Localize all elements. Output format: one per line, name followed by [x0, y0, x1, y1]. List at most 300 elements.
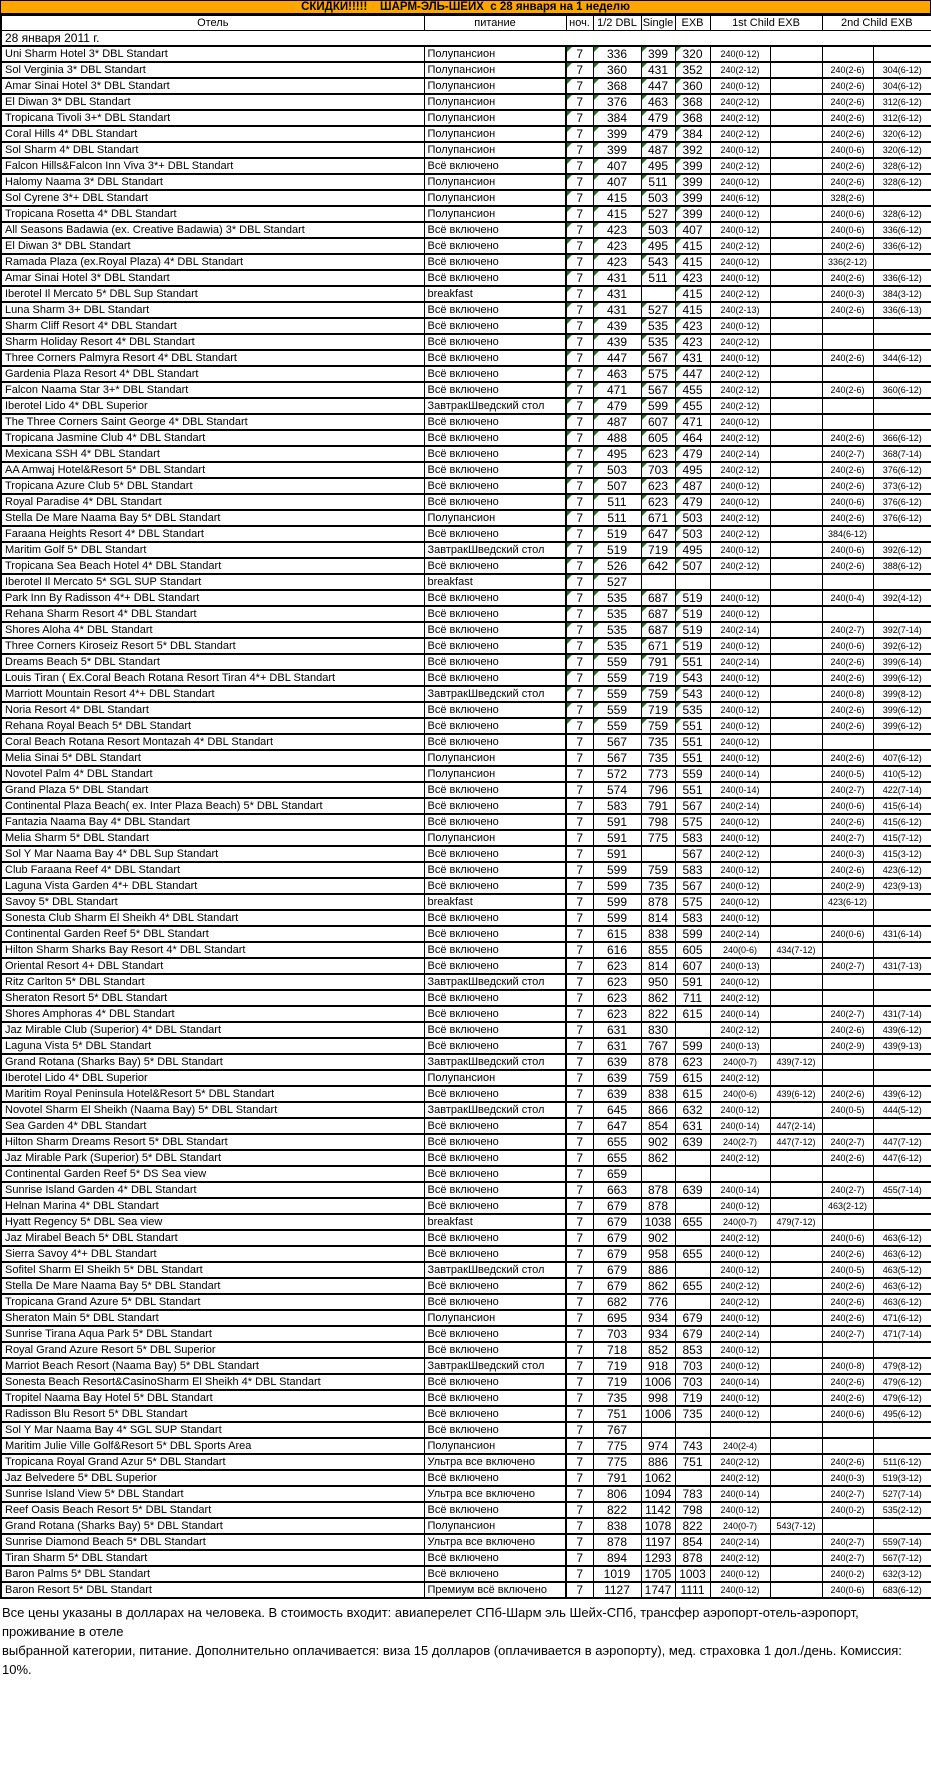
child2a-cell: [822, 1438, 873, 1454]
hotel-cell: Tropitel Naama Bay Hotel 5* DBL Standart: [1, 1390, 424, 1406]
child2b-cell: 447(6-12): [873, 1150, 931, 1166]
child2a-cell: 240(2-6): [822, 1150, 873, 1166]
child1a-cell: 240(2-12): [710, 158, 770, 174]
half-dbl-cell: 360: [593, 62, 641, 78]
nights-cell: 7: [566, 1086, 593, 1102]
child1a-cell: 240(0-12): [710, 718, 770, 734]
child1a-cell: 240(0-12): [710, 590, 770, 606]
child2b-cell: 399(6-12): [873, 718, 931, 734]
child2b-cell: 439(6-12): [873, 1086, 931, 1102]
child1b-cell: [770, 318, 822, 334]
exb-cell: 407: [675, 222, 710, 238]
nights-cell: 7: [566, 382, 593, 398]
meal-cell: Всё включено: [424, 414, 566, 430]
half-dbl-cell: 623: [593, 974, 641, 990]
single-cell: 902: [641, 1134, 675, 1150]
exb-cell: 743: [675, 1438, 710, 1454]
exb-cell: 719: [675, 1390, 710, 1406]
hotel-cell: Gardenia Plaza Resort 4* DBL Standart: [1, 366, 424, 382]
hotel-cell: Tropicana Rosetta 4* DBL Standart: [1, 206, 424, 222]
child1a-cell: 240(0-12): [710, 878, 770, 894]
exb-cell: 655: [675, 1246, 710, 1262]
hotel-cell: Club Faraana Reef 4* DBL Standart: [1, 862, 424, 878]
child2a-cell: 240(2-6): [822, 1294, 873, 1310]
single-cell: 838: [641, 1086, 675, 1102]
child1a-cell: 240(2-12): [710, 238, 770, 254]
table-row: [1, 190, 931, 206]
meal-cell: Всё включено: [424, 1198, 566, 1214]
child1b-cell: [770, 462, 822, 478]
child1a-cell: 240(0-12): [710, 1406, 770, 1422]
price-table: [0, 14, 931, 1599]
child2b-cell: [873, 1342, 931, 1358]
exb-cell: 368: [675, 110, 710, 126]
child1a-cell: 240(2-7): [710, 1134, 770, 1150]
table-row: [1, 750, 931, 766]
table-row: [1, 1230, 931, 1246]
nights-cell: 7: [566, 910, 593, 926]
nights-cell: 7: [566, 990, 593, 1006]
hotel-cell: Iberotel Il Mercato 5* SGL SUP Standart: [1, 574, 424, 590]
child2b-cell: [873, 190, 931, 206]
meal-cell: Всё включено: [424, 622, 566, 638]
meal-cell: ЗавтракШведский стол: [424, 686, 566, 702]
exb-cell: 423: [675, 318, 710, 334]
child1b-cell: [770, 1070, 822, 1086]
child1b-cell: [770, 446, 822, 462]
exb-cell: 615: [675, 1086, 710, 1102]
half-dbl-cell: 463: [593, 366, 641, 382]
exb-cell: 854: [675, 1534, 710, 1550]
child2b-cell: 415(3-12): [873, 846, 931, 862]
single-cell: 878: [641, 1198, 675, 1214]
meal-cell: Полупансион: [424, 110, 566, 126]
nights-cell: 7: [566, 1118, 593, 1134]
hotel-cell: Faraana Heights Resort 4* DBL Standart: [1, 526, 424, 542]
table-row: [1, 686, 931, 702]
exb-cell: 1111: [675, 1582, 710, 1598]
nights-cell: 7: [566, 302, 593, 318]
hotel-cell: Sol Y Mar Naama Bay 4* SGL SUP Standart: [1, 1422, 424, 1438]
child2b-cell: [873, 366, 931, 382]
hotel-cell: The Three Corners Saint George 4* DBL Standart: [1, 414, 424, 430]
table-row: [1, 1038, 931, 1054]
meal-cell: Всё включено: [424, 1566, 566, 1582]
table-row: [1, 1166, 931, 1182]
table-row: [1, 174, 931, 190]
nights-cell: 7: [566, 1278, 593, 1294]
half-dbl-cell: 527: [593, 574, 641, 590]
child1b-cell: [770, 894, 822, 910]
exb-cell: 447: [675, 366, 710, 382]
nights-cell: 7: [566, 590, 593, 606]
child2b-cell: [873, 1118, 931, 1134]
child1b-cell: [770, 1278, 822, 1294]
nights-cell: 7: [566, 254, 593, 270]
child2b-cell: 415(7-12): [873, 830, 931, 846]
exb-cell: 551: [675, 718, 710, 734]
child1a-cell: 240(0-12): [710, 478, 770, 494]
exb-cell: 519: [675, 622, 710, 638]
hotel-cell: Luna Sharm 3+ DBL Standart: [1, 302, 424, 318]
child2a-cell: 240(2-6): [822, 1374, 873, 1390]
meal-cell: Всё включено: [424, 1342, 566, 1358]
child2a-cell: 336(2-12): [822, 254, 873, 270]
table-row: [1, 382, 931, 398]
child2b-cell: 328(6-12): [873, 174, 931, 190]
half-dbl-cell: 431: [593, 302, 641, 318]
half-dbl-cell: 639: [593, 1054, 641, 1070]
table-row: [1, 1518, 931, 1534]
child1b-cell: [770, 254, 822, 270]
table-row: [1, 1070, 931, 1086]
child2a-cell: 240(2-7): [822, 1326, 873, 1342]
nights-cell: 7: [566, 958, 593, 974]
meal-cell: Полупансион: [424, 1438, 566, 1454]
table-row: [1, 270, 931, 286]
child2b-cell: [873, 1198, 931, 1214]
child2a-cell: [822, 1070, 873, 1086]
child1a-cell: 240(2-12): [710, 430, 770, 446]
exb-cell: 631: [675, 1118, 710, 1134]
meal-cell: Всё включено: [424, 1390, 566, 1406]
single-cell: 775: [641, 830, 675, 846]
single-cell: 998: [641, 1390, 675, 1406]
nights-cell: 7: [566, 510, 593, 526]
nights-cell: 7: [566, 1422, 593, 1438]
child1b-cell: [770, 702, 822, 718]
child1a-cell: 240(0-14): [710, 1374, 770, 1390]
table-row: [1, 366, 931, 382]
nights-cell: 7: [566, 1054, 593, 1070]
child1b-cell: [770, 670, 822, 686]
meal-cell: Всё включено: [424, 1022, 566, 1038]
child2b-cell: 304(6-12): [873, 78, 931, 94]
exb-cell: 551: [675, 734, 710, 750]
single-cell: 605: [641, 430, 675, 446]
child1a-cell: 240(2-12): [710, 1278, 770, 1294]
child1a-cell: 240(0-12): [710, 1342, 770, 1358]
child2a-cell: 240(2-6): [822, 350, 873, 366]
child2b-cell: [873, 606, 931, 622]
exb-cell: 519: [675, 638, 710, 654]
exb-cell: 535: [675, 702, 710, 718]
table-row: [1, 798, 931, 814]
child1a-cell: 240(2-12): [710, 286, 770, 302]
table-row: [1, 1390, 931, 1406]
meal-cell: Полупансион: [424, 190, 566, 206]
child1a-cell: 240(0-12): [710, 1566, 770, 1582]
nights-cell: 7: [566, 942, 593, 958]
table-row: [1, 1550, 931, 1566]
single-cell: 1094: [641, 1486, 675, 1502]
child2b-cell: [873, 318, 931, 334]
single-cell: 431: [641, 62, 675, 78]
nights-cell: 7: [566, 1502, 593, 1518]
nights-cell: 7: [566, 1518, 593, 1534]
exb-cell: 551: [675, 750, 710, 766]
single-cell: 687: [641, 622, 675, 638]
single-cell: 759: [641, 718, 675, 734]
exb-cell: 519: [675, 606, 710, 622]
meal-cell: Всё включено: [424, 734, 566, 750]
single-cell: 878: [641, 1182, 675, 1198]
hotel-cell: AA Amwaj Hotel&Resort 5* DBL Standart: [1, 462, 424, 478]
nights-cell: 7: [566, 222, 593, 238]
meal-cell: Полупансион: [424, 750, 566, 766]
child2a-cell: 240(0-6): [822, 222, 873, 238]
exb-cell: 495: [675, 462, 710, 478]
child1b-cell: [770, 334, 822, 350]
hotel-cell: Noria Resort 4* DBL Standart: [1, 702, 424, 718]
table-row: [1, 414, 931, 430]
hotel-cell: Grand Rotana (Sharks Bay) 5* DBL Standart: [1, 1054, 424, 1070]
half-dbl-cell: 559: [593, 686, 641, 702]
child1a-cell: 240(2-13): [710, 302, 770, 318]
nights-cell: 7: [566, 1326, 593, 1342]
exb-cell: 703: [675, 1374, 710, 1390]
meal-cell: Всё включено: [424, 222, 566, 238]
single-cell: 878: [641, 1054, 675, 1070]
child2a-cell: [822, 334, 873, 350]
child1b-cell: [770, 654, 822, 670]
meal-cell: Полупансион: [424, 142, 566, 158]
half-dbl-cell: 479: [593, 398, 641, 414]
meal-cell: Полупансион: [424, 126, 566, 142]
child1b-cell: [770, 430, 822, 446]
exb-cell: [675, 1150, 710, 1166]
meal-cell: Всё включено: [424, 1470, 566, 1486]
child2b-cell: 384(3-12): [873, 286, 931, 302]
child2b-cell: 439(6-12): [873, 1022, 931, 1038]
child2b-cell: 407(6-12): [873, 750, 931, 766]
table-row: [1, 1102, 931, 1118]
table-row: [1, 78, 931, 94]
child2a-cell: 240(2-6): [822, 1086, 873, 1102]
child2b-cell: [873, 414, 931, 430]
table-row: [1, 1358, 931, 1374]
hotel-cell: Sharm Holiday Resort 4* DBL Standart: [1, 334, 424, 350]
table-row: [1, 350, 931, 366]
child2b-cell: 320(6-12): [873, 142, 931, 158]
exb-cell: [675, 574, 710, 590]
half-dbl-cell: 679: [593, 1198, 641, 1214]
single-cell: 1038: [641, 1214, 675, 1230]
meal-cell: ЗавтракШведский стол: [424, 398, 566, 414]
hotel-cell: Sheraton Main 5* DBL Standart: [1, 1310, 424, 1326]
exb-cell: 623: [675, 1054, 710, 1070]
child2a-cell: 240(2-6): [822, 126, 873, 142]
half-dbl-cell: 639: [593, 1086, 641, 1102]
table-row: [1, 1582, 931, 1598]
exb-cell: 605: [675, 942, 710, 958]
single-cell: 862: [641, 990, 675, 1006]
child2a-cell: 240(0-6): [822, 206, 873, 222]
child2b-cell: 376(6-12): [873, 462, 931, 478]
meal-cell: Всё включено: [424, 1406, 566, 1422]
child1b-cell: [770, 814, 822, 830]
meal-cell: Всё включено: [424, 558, 566, 574]
half-dbl-cell: 631: [593, 1022, 641, 1038]
half-dbl-cell: 507: [593, 478, 641, 494]
child1a-cell: 240(0-12): [710, 222, 770, 238]
child2b-cell: 328(6-12): [873, 206, 931, 222]
hotel-cell: Jaz Mirable Park (Superior) 5* DBL Standart: [1, 1150, 424, 1166]
child1b-cell: [770, 1022, 822, 1038]
child2a-cell: 240(2-6): [822, 862, 873, 878]
exb-cell: 655: [675, 1214, 710, 1230]
child1a-cell: 240(0-14): [710, 782, 770, 798]
table-row: [1, 238, 931, 254]
child2b-cell: [873, 910, 931, 926]
exb-cell: 479: [675, 446, 710, 462]
half-dbl-cell: 407: [593, 158, 641, 174]
child1a-cell: 240(0-12): [710, 830, 770, 846]
nights-cell: 7: [566, 414, 593, 430]
nights-cell: 7: [566, 654, 593, 670]
half-dbl-cell: 838: [593, 1518, 641, 1534]
child1a-cell: 240(2-12): [710, 526, 770, 542]
meal-cell: Всё включено: [424, 1006, 566, 1022]
nights-cell: 7: [566, 126, 593, 142]
child2a-cell: 240(2-6): [822, 302, 873, 318]
child1b-cell: 434(7-12): [770, 942, 822, 958]
child2b-cell: 304(6-12): [873, 62, 931, 78]
nights-cell: 7: [566, 174, 593, 190]
half-dbl-cell: 682: [593, 1294, 641, 1310]
child1b-cell: [770, 126, 822, 142]
nights-cell: 7: [566, 1230, 593, 1246]
meal-cell: Всё включено: [424, 1230, 566, 1246]
table-row: [1, 1438, 931, 1454]
child2a-cell: 240(0-6): [822, 798, 873, 814]
child1b-cell: [770, 1582, 822, 1598]
meal-cell: Всё включено: [424, 926, 566, 942]
half-dbl-cell: 336: [593, 46, 641, 62]
meal-cell: ЗавтракШведский стол: [424, 542, 566, 558]
half-dbl-cell: 894: [593, 1550, 641, 1566]
single-cell: 623: [641, 478, 675, 494]
hotel-cell: Maritim Golf 5* DBL Standart: [1, 542, 424, 558]
table-row: [1, 1422, 931, 1438]
single-cell: 642: [641, 558, 675, 574]
table-row: [1, 862, 931, 878]
half-dbl-cell: 822: [593, 1502, 641, 1518]
meal-cell: Всё включено: [424, 654, 566, 670]
exb-cell: 320: [675, 46, 710, 62]
table-row: [1, 142, 931, 158]
single-cell: 687: [641, 590, 675, 606]
child2a-cell: 240(2-6): [822, 174, 873, 190]
nights-cell: 7: [566, 1102, 593, 1118]
nights-cell: 7: [566, 1246, 593, 1262]
meal-cell: Всё включено: [424, 990, 566, 1006]
child2a-cell: [822, 606, 873, 622]
single-cell: 918: [641, 1358, 675, 1374]
child2b-cell: 444(5-12): [873, 1102, 931, 1118]
child2a-cell: 463(2-12): [822, 1198, 873, 1214]
child2b-cell: 471(6-12): [873, 1310, 931, 1326]
nights-cell: 7: [566, 462, 593, 478]
child2a-cell: 384(6-12): [822, 526, 873, 542]
single-cell: 479: [641, 110, 675, 126]
table-row: [1, 206, 931, 222]
single-cell: 776: [641, 1294, 675, 1310]
child2a-cell: [822, 734, 873, 750]
table-row: [1, 1086, 931, 1102]
single-cell: [641, 1166, 675, 1182]
child2b-cell: [873, 734, 931, 750]
table-row: [1, 910, 931, 926]
child1a-cell: 240(2-12): [710, 1454, 770, 1470]
half-dbl-cell: 376: [593, 94, 641, 110]
single-cell: 479: [641, 126, 675, 142]
table-row: [1, 1374, 931, 1390]
child2b-cell: 431(7-13): [873, 958, 931, 974]
exb-cell: 583: [675, 830, 710, 846]
exb-cell: 415: [675, 302, 710, 318]
half-dbl-cell: 647: [593, 1118, 641, 1134]
table-row: [1, 398, 931, 414]
single-cell: 671: [641, 638, 675, 654]
child1b-cell: [770, 574, 822, 590]
exb-cell: 543: [675, 686, 710, 702]
exb-cell: 487: [675, 478, 710, 494]
half-dbl-cell: 735: [593, 1390, 641, 1406]
exb-cell: 599: [675, 1038, 710, 1054]
child2a-cell: 240(2-6): [822, 78, 873, 94]
hotel-cell: All Seasons Badawia (ex. Creative Badawia) 3* DBL Standart: [1, 222, 424, 238]
table-row: [1, 1470, 931, 1486]
child2b-cell: 366(6-12): [873, 430, 931, 446]
half-dbl-cell: 645: [593, 1102, 641, 1118]
child1a-cell: 240(2-12): [710, 62, 770, 78]
table-row: [1, 1406, 931, 1422]
hotel-cell: El Diwan 3* DBL Standart: [1, 238, 424, 254]
child2a-cell: 240(2-6): [822, 558, 873, 574]
child1b-cell: [770, 878, 822, 894]
child1b-cell: [770, 686, 822, 702]
nights-cell: 7: [566, 1374, 593, 1390]
nights-cell: 7: [566, 1470, 593, 1486]
child1b-cell: [770, 798, 822, 814]
table-row: [1, 62, 931, 78]
hotel-cell: Melia Sharm 5* DBL Standart: [1, 830, 424, 846]
hotel-cell: Hilton Sharm Sharks Bay Resort 4* DBL Standart: [1, 942, 424, 958]
exb-cell: 551: [675, 654, 710, 670]
child2a-cell: 240(2-6): [822, 654, 873, 670]
child2a-cell: 240(2-6): [822, 1454, 873, 1470]
single-cell: 1142: [641, 1502, 675, 1518]
single-cell: 814: [641, 958, 675, 974]
meal-cell: Всё включено: [424, 238, 566, 254]
child2b-cell: 410(5-12): [873, 766, 931, 782]
meal-cell: Всё включено: [424, 910, 566, 926]
child1b-cell: [770, 62, 822, 78]
half-dbl-cell: 775: [593, 1454, 641, 1470]
nights-cell: 7: [566, 702, 593, 718]
child2a-cell: 240(2-9): [822, 1038, 873, 1054]
table-row: [1, 1310, 931, 1326]
single-cell: 687: [641, 606, 675, 622]
child2a-cell: 240(0-6): [822, 926, 873, 942]
child1a-cell: 240(0-12): [710, 1102, 770, 1118]
nights-cell: 7: [566, 110, 593, 126]
child1a-cell: 240(0-6): [710, 1086, 770, 1102]
exb-cell: 1003: [675, 1566, 710, 1582]
child2b-cell: [873, 990, 931, 1006]
single-cell: 567: [641, 350, 675, 366]
